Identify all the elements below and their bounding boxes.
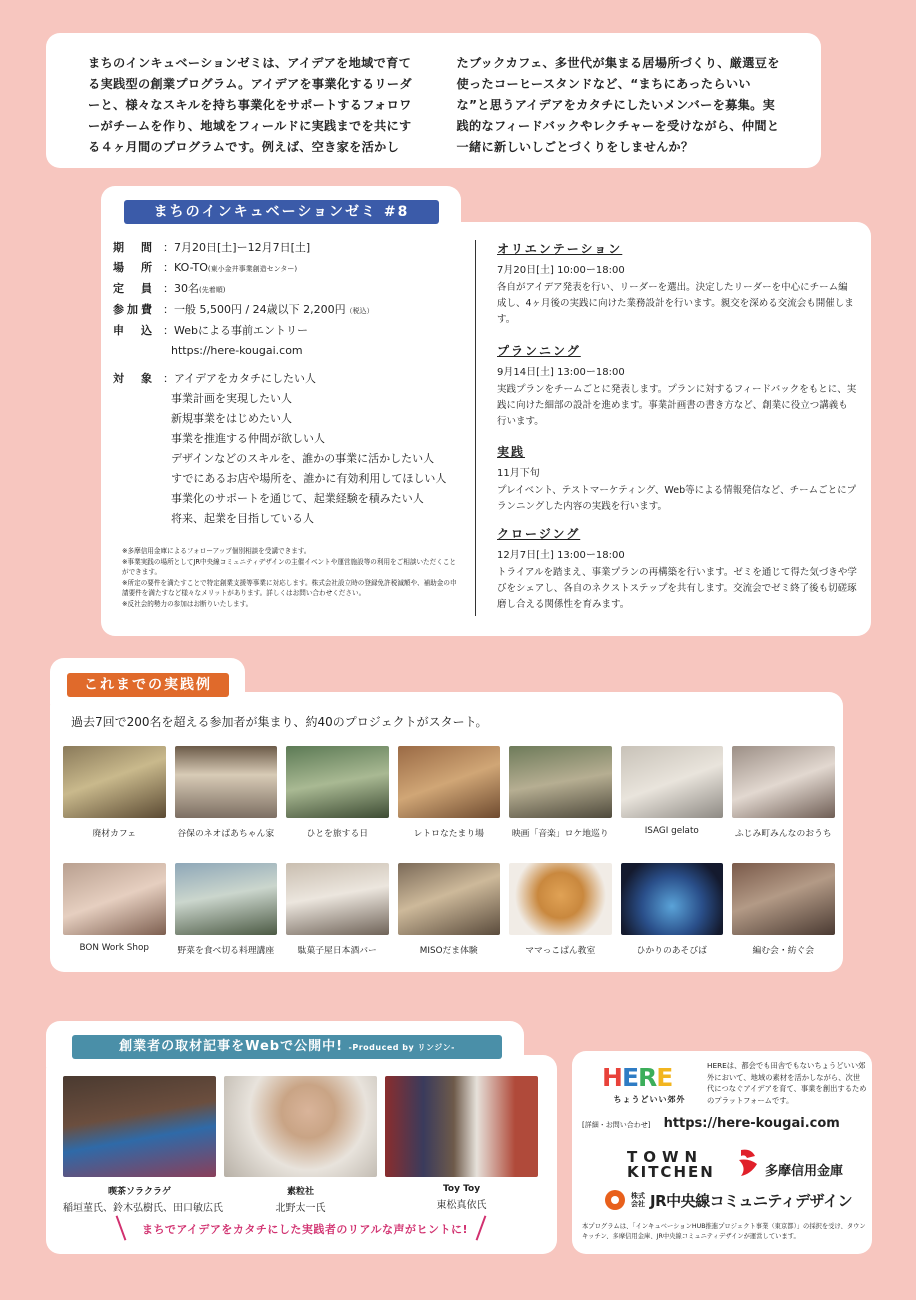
zemi-notes (122, 546, 462, 609)
here-logo (602, 1063, 697, 1105)
town-kitchen-line1: TOWN (627, 1148, 704, 1166)
here-description: HEREは、都会でも田舎でもないちょうどいい郊外において、地域の素材を活かしながら、次世代につなぐアイデアを育て、事業を創出するためのプラットフォームです。 (707, 1061, 867, 1105)
contact (582, 1112, 840, 1131)
interviews-produced: -Produced by リンジン- (348, 1043, 455, 1052)
schedule-orientation (497, 240, 857, 328)
place-note: (東小金井事業創造センター) (207, 265, 298, 273)
interviews-footer: まちでアイデアをカタチにした実践者のリアルな声がヒントに! (142, 1223, 468, 1236)
schedule-title: オリエンテーション (497, 242, 623, 256)
example-item[interactable] (621, 746, 724, 839)
target-item: 将来、起業を目指している人 (171, 512, 314, 525)
divider (475, 240, 476, 616)
interviews-title (72, 1035, 502, 1059)
example-item[interactable] (398, 746, 501, 839)
example-photo (63, 863, 166, 935)
zemi-details (113, 238, 446, 529)
contact-url-link[interactable]: https://here-kougai.com (663, 1116, 840, 1131)
example-photo (398, 863, 501, 935)
examples-row-2 (63, 863, 831, 956)
example-item[interactable] (621, 863, 724, 956)
target-label: 対 象 (113, 372, 155, 385)
jr-mark-icon (604, 1189, 626, 1211)
org-note: 本プログラムは、「インキュベーションHUB推進プロジェクト事業（東京都）」の採択を受け、タウンキッチン、多摩信用金庫、JR中央線コミュニティデザインが運営しています。 (582, 1223, 866, 1240)
example-item[interactable] (63, 863, 166, 956)
example-caption: BON Work Shop (79, 943, 149, 953)
example-caption: 駄菓子屋日本酒バー (297, 946, 377, 956)
capacity-label: 定 員 (113, 282, 155, 295)
interview-names: 稲垣菫氏、鈴木弘樹氏、田口敏広氏 (63, 1203, 223, 1214)
example-photo (286, 746, 389, 818)
target-item: デザインなどのスキルを、誰かの事業に活かしたい人 (171, 452, 435, 465)
example-item[interactable] (732, 863, 835, 956)
schedule-practice (497, 443, 857, 515)
example-caption: 編む会・紡ぐ会 (752, 946, 815, 956)
schedule-desc: トライアルを踏まえ、事業プランの再構築を行います。ゼミを通じて得た気づきや学びをシェアし、各自のネクストステップを共有します。交流会でゼミ終了後も切磋琢磨し合える関係性を育みます。 (497, 567, 857, 610)
target-item: 新規事業をはじめたい人 (171, 412, 292, 425)
schedule-title: 実践 (497, 445, 526, 459)
schedule-date: 9月14日[土] 13:00ー18:00 (497, 367, 625, 378)
interview-shop: 素粒社 (286, 1187, 314, 1197)
period-label: 期 間 (113, 241, 155, 254)
schedule-desc: プレイベント、テストマーケティング、Web等による情報発信など、チームごとにプランニングした内容の実践を行います。 (497, 485, 857, 512)
example-photo (732, 746, 835, 818)
town-kitchen-line2: KITCHEN (627, 1163, 715, 1181)
example-caption: 野菜を食べ切る料理講座 (177, 946, 275, 956)
target-item: 事業化のサポートを通じて、起業経験を積みたい人 (171, 492, 424, 505)
examples-title: これまでの実践例 (67, 673, 229, 697)
jr-company-name: JR中央線コミュニティデザイン (650, 1191, 853, 1210)
tama-bank-logo (737, 1146, 843, 1179)
fee-value: ：一般 5,500円 / 24歳以下 2,200円 (163, 303, 346, 316)
note-item: ※所定の要件を満たすことで特定創業支援等事業に対応します。株式会社設立時の登録免許税減額や、補助金の申請要件を満たすなど様々なメリットがあります。詳しくはお問い合わせください。 (122, 578, 457, 597)
example-photo (175, 863, 278, 935)
interview-shop: 喫茶ソラクラゲ (107, 1187, 171, 1197)
target-item: 事業計画を実現したい人 (171, 392, 292, 405)
example-caption: 谷保のネオばあちゃん家 (177, 829, 275, 839)
intro-text-left: まちのインキュベーションゼミは、アイデアを地域で育てる実践型の創業プログラム。アイデアを事業化するリーダーと、様々なスキルを持ち事業化をサポートするフォロワーがチームを作り、地域をフィールドに実践までを共にする４ヶ月間のプログラムです。例えば、空き家を活かし (88, 56, 412, 154)
intro-text-right: たブックカフェ、多世代が集まる居場所づくり、厳選豆を使ったコーヒースタンドなど、“まちにあったらいいな”と思うアイデアをカタチにしたいメンバーを募集。実践的なフィードバックやレクチャーを受けながら、仲間と一緒に新しいしごとづくりをしませんか？ (456, 56, 780, 154)
schedule-date: 11月下旬 (497, 468, 540, 479)
jr-logo (604, 1189, 852, 1211)
interview-names: 北野太一氏 (275, 1203, 326, 1214)
example-photo (732, 863, 835, 935)
example-photo (509, 863, 612, 935)
schedule-date: 12月7日[土] 13:00ー18:00 (497, 550, 625, 561)
target-item: すでにあるお店や場所を、誰かに有効利用してほしい人 (171, 472, 447, 485)
schedule-desc: 実践プランをチームごとに発表します。プランに対するフィードバックをもとに、実践に向けた細部の設計を進めます。事業計画書の書き方など、創業に役立つ講義も行います。 (497, 384, 857, 427)
example-item[interactable] (286, 746, 389, 839)
interview-names: 東松真依氏 (436, 1200, 487, 1211)
schedule-desc: 各自がアイデア発表を行い、リーダーを選出。決定したリーダーを中心にチーム編成し、4ヶ月後の実践に向けた業務設計を行います。親交を深める交流会も開催します。 (497, 282, 854, 325)
example-caption: ひかりのあそびば (636, 946, 707, 956)
examples-row-1 (63, 746, 831, 839)
target-item: 事業を推進する仲間が欲しい人 (171, 432, 325, 445)
example-item[interactable] (732, 746, 835, 839)
interview-item[interactable] (224, 1076, 377, 1214)
example-photo (63, 746, 166, 818)
note-item: ※反社会的勢力の参加はお断りいたします。 (122, 599, 253, 608)
example-caption: 映画「音楽」ロケ地巡り (511, 829, 609, 839)
schedule-title: クロージング (497, 527, 581, 541)
example-caption: ISAGI gelato (644, 826, 699, 836)
interview-photo (385, 1076, 538, 1177)
town-kitchen-logo (627, 1150, 715, 1180)
apply-label: 申 込 (113, 324, 155, 337)
example-photo (175, 746, 278, 818)
schedule-title: プランニング (497, 344, 581, 358)
interviews-title-text: 創業者の取材記事をWebで公開中! (119, 1039, 344, 1054)
contact-label: [詳細・お問い合わせ] (582, 1121, 651, 1129)
schedule-closing (497, 525, 857, 613)
here-wordmark: H E R E (602, 1063, 673, 1092)
place-label: 場 所 (113, 261, 155, 274)
example-photo (286, 863, 389, 935)
tama-bank-name: 多摩信用金庫 (765, 1164, 844, 1179)
interview-photo (224, 1076, 377, 1177)
interview-item[interactable] (385, 1076, 538, 1211)
fee-label: 参加費 (113, 303, 155, 316)
capacity-value: ：30名 (163, 282, 199, 295)
example-photo (509, 746, 612, 818)
example-item[interactable] (398, 863, 501, 956)
period-value: ：7月20日[土]ー12月7日[土] (163, 241, 311, 254)
schedule-date: 7月20日[土] 10:00ー18:00 (497, 265, 625, 276)
example-caption: ママっこぱん教室 (525, 946, 596, 956)
interview-photo (63, 1076, 216, 1177)
apply-value: ：Webによる事前エントリー (163, 324, 308, 337)
example-caption: ひとを旅する日 (306, 829, 369, 839)
here-tagline: ちょうどいい郊外 (613, 1095, 686, 1104)
example-photo (398, 746, 501, 818)
examples-lead: 過去7回で200名を超える参加者が集まり、約40のプロジェクトがスタート。 (71, 715, 488, 729)
interview-shop: Toy Toy (442, 1184, 481, 1194)
jr-company-type: 株式 会社 (631, 1192, 645, 1208)
schedule-planning (497, 342, 857, 430)
capacity-note: (先着順) (199, 286, 226, 294)
zemi-title: まちのインキュベーションゼミ #8 (124, 200, 439, 224)
example-photo (621, 746, 724, 818)
example-caption: MISOだま体験 (419, 946, 478, 956)
example-item[interactable] (509, 863, 612, 956)
example-item[interactable] (286, 863, 389, 956)
intro-card (46, 33, 821, 168)
example-caption: 廃材カフェ (92, 829, 137, 839)
interview-item[interactable] (63, 1076, 223, 1214)
example-caption: レトロなたまり場 (413, 829, 484, 839)
note-item: ※多摩信用金庫によるフォローアップ個別相談を受講できます。 (122, 547, 311, 555)
place-value: ：KO-TO (163, 261, 208, 274)
fee-note: （税込） (345, 307, 374, 315)
example-photo (621, 863, 724, 935)
tama-bank-mark-icon (737, 1148, 761, 1178)
target-list (163, 369, 446, 529)
note-item: ※事業実践の場所としてJR中央線コミュニティデザインの主催イベントや運営施設等の利用をご相談いただくことができます。 (122, 557, 457, 576)
apply-url-link[interactable]: https://here-kougai.com (171, 344, 303, 357)
example-item[interactable] (509, 746, 612, 839)
example-caption: ふじみ町みんなのおうち (734, 829, 832, 839)
example-item[interactable] (175, 746, 278, 839)
example-item[interactable] (175, 863, 278, 956)
target-item: ：アイデアをカタチにしたい人 (163, 372, 317, 385)
example-item[interactable] (63, 746, 166, 839)
